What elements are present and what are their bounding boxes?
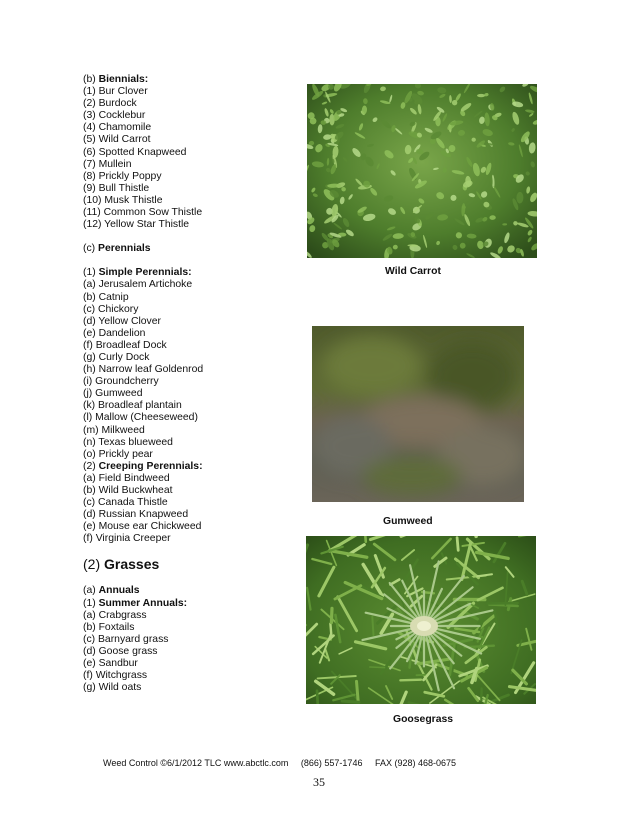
biennials-heading: (b) Biennials: (83, 74, 149, 85)
biennials-items (83, 86, 313, 231)
list-item: (2) Burdock (83, 98, 137, 110)
list-item: (d) Russian Knapweed (83, 509, 189, 521)
simple-perennials-items (83, 279, 313, 460)
list-item: (c) Barnyard grass (83, 633, 169, 645)
list-item: (b) Wild Buckwheat (83, 485, 173, 496)
list-item: (g) Curly Dock (83, 351, 150, 363)
list-item: (h) Narrow leaf Goldenrod (83, 364, 204, 376)
page-number: 35 (313, 775, 325, 789)
list-item: (5) Wild Carrot (83, 134, 151, 146)
gumweed-caption: Gumweed (383, 516, 433, 527)
list-item: (1) Bur Clover (83, 86, 148, 98)
list-item: (4) Chamomile (83, 122, 152, 134)
goosegrass-photo (306, 536, 536, 704)
list-item: (e) Sandbur (83, 658, 138, 670)
list-item: (6) Spotted Knapweed (83, 146, 187, 158)
list-item: (e) Mouse ear Chickweed (83, 521, 202, 533)
list-item: (11) Common Sow Thistle (83, 207, 203, 219)
weed-list (83, 74, 313, 694)
list-item: (k) Broadleaf plantain (83, 400, 182, 412)
summer-annuals-items (83, 610, 313, 695)
list-item: (a) Crabgrass (83, 609, 147, 621)
footer-credit: Weed Control ©6/1/2012 TLC www.abctlc.com (103, 758, 289, 768)
list-item: (j) Gumweed (83, 388, 143, 400)
list-item: (c) Canada Thistle (83, 497, 168, 509)
list-item: (12) Yellow Star Thistle (83, 219, 190, 231)
list-item: (b) Catnip (83, 291, 129, 303)
wild-carrot-photo (307, 84, 537, 258)
list-item: (e) Dandelion (83, 327, 146, 339)
footer-phone: (866) 557-1746 (300, 758, 363, 768)
list-item: (3) Cocklebur (83, 110, 146, 122)
list-item: (g) Wild oats (83, 682, 142, 694)
list-item: (d) Goose grass (83, 645, 158, 657)
list-item: (o) Prickly pear (83, 448, 153, 460)
goosegrass-caption: Goosegrass (393, 714, 454, 725)
list-item: (f) Broadleaf Dock (83, 339, 167, 351)
perennials-heading: (c) Perennials (83, 243, 151, 255)
grasses-heading: (2) Grasses (83, 556, 160, 573)
list-item: (n) Texas blueweed (83, 436, 173, 448)
list-item: (i) Groundcherry (83, 376, 159, 388)
footer-fax: FAX (928) 468-0675 (374, 758, 457, 768)
list-item: (9) Bull Thistle (83, 182, 150, 194)
simple-perennials-heading: (1) Simple Perennials: (83, 267, 192, 279)
list-item: (m) Milkweed (83, 424, 145, 436)
creeping-perennials-heading: (2) Creeping Perennials: (83, 460, 203, 472)
list-item: (8) Prickly Poppy (83, 170, 162, 182)
list-item: (l) Mallow (Cheeseweed) (83, 412, 198, 424)
list-item: (a) Field Bindweed (83, 472, 170, 484)
gumweed-photo (312, 326, 524, 502)
list-item: (b) Foxtails (83, 621, 135, 633)
summer-annuals-heading: (1) Summer Annuals: (83, 597, 188, 609)
creeping-perennials-items (83, 473, 313, 546)
page-footer (103, 758, 466, 768)
list-item: (f) Witchgrass (83, 670, 148, 682)
list-item: (7) Mullein (83, 158, 132, 170)
list-item: (a) Jerusalem Artichoke (83, 279, 193, 291)
wild-carrot-caption: Wild Carrot (385, 266, 441, 277)
list-item: (10) Musk Thistle (83, 194, 163, 206)
annuals-heading: (a) Annuals (83, 585, 140, 597)
list-item: (d) Yellow Clover (83, 315, 161, 327)
list-item: (f) Virginia Creeper (83, 533, 171, 545)
list-item: (c) Chickory (83, 303, 139, 315)
